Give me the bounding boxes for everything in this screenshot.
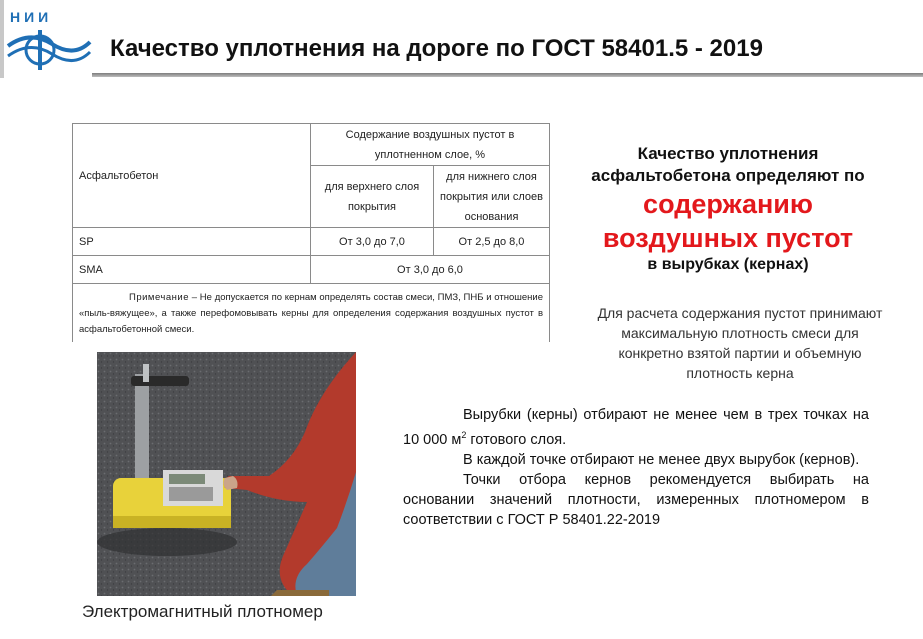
table-cell-mix: SMA	[73, 256, 311, 284]
institute-logo	[0, 0, 92, 78]
logo-text: НИИ	[10, 9, 53, 25]
header-divider	[92, 73, 923, 77]
instruction-1-text: Вырубки (керны) отбирают не менее чем в трех точках на	[463, 407, 869, 423]
summary-line-3: в вырубках (кернах)	[647, 256, 809, 273]
density-gauge-illustration	[97, 352, 356, 596]
summary-highlight-1: содержанию	[643, 189, 813, 219]
summary-line-1: Качество уплотнения	[637, 144, 819, 163]
table-note-text: – Не допускается по кернам определять состав смеси, ПМЗ, ПНБ и отношение «пыль-вяжущее», а также перефомовывать керны для определения содержания воздушных пустот в асфальтобетонной смеси.	[79, 292, 543, 335]
sampling-instructions	[403, 405, 869, 530]
page-title: Качество уплотнения на дороге по ГОСТ 58401.5 - 2019	[110, 35, 763, 62]
table-row	[73, 256, 550, 284]
table-cell-lower: От 2,5 до 8,0	[434, 228, 550, 256]
instruction-1-area: 10 000 м	[403, 431, 462, 448]
density-gauge-photo	[97, 352, 356, 596]
table-header-upper-layer: для верхнего слоя покрытия	[311, 166, 434, 228]
instruction-1-superscript: 2	[461, 430, 467, 440]
logo-emblem-icon	[0, 0, 92, 78]
quality-summary	[560, 143, 896, 275]
instruction-paragraph-2: В каждой точке отбирают не менее двух вырубок (кернов).	[463, 451, 860, 468]
calculation-note: Для расчета содержания пустот принимают максимальную плотность смеси для конкретно взятой партии и объемную плотность керна	[597, 305, 883, 381]
summary-highlight-2: воздушных пустот	[602, 223, 854, 253]
table-header-asphalt: Асфальтобетон	[73, 124, 311, 228]
table-cell-mix: SP	[73, 228, 311, 256]
table-row	[73, 228, 550, 256]
instruction-1-text-end: готового слоя.	[466, 431, 567, 448]
table-header-row	[73, 124, 550, 166]
instruction-paragraph-1	[403, 405, 869, 450]
table-note-label: Примечание	[129, 292, 189, 303]
instruction-paragraph-3: Точки отбора кернов рекомендуется выбирать на основании значений плотности, измеренных плотномером в соответствии с ГОСТ Р 58401.22-2019	[403, 471, 869, 528]
table-cell-upper: От 3,0 до 7,0	[311, 228, 434, 256]
summary-line-2: асфальтобетона определяют по	[591, 166, 865, 185]
table-cell-merged: От 3,0 до 6,0	[311, 256, 550, 284]
table-note	[73, 284, 550, 343]
table-header-group: Содержание воздушных пустот в уплотненном слое, %	[311, 124, 550, 166]
table-header-lower-layer: для нижнего слоя покрытия или слоев основания	[434, 166, 550, 228]
table-note-row	[73, 284, 550, 343]
photo-caption: Электромагнитный плотномер	[82, 602, 323, 621]
air-voids-table	[72, 123, 550, 342]
